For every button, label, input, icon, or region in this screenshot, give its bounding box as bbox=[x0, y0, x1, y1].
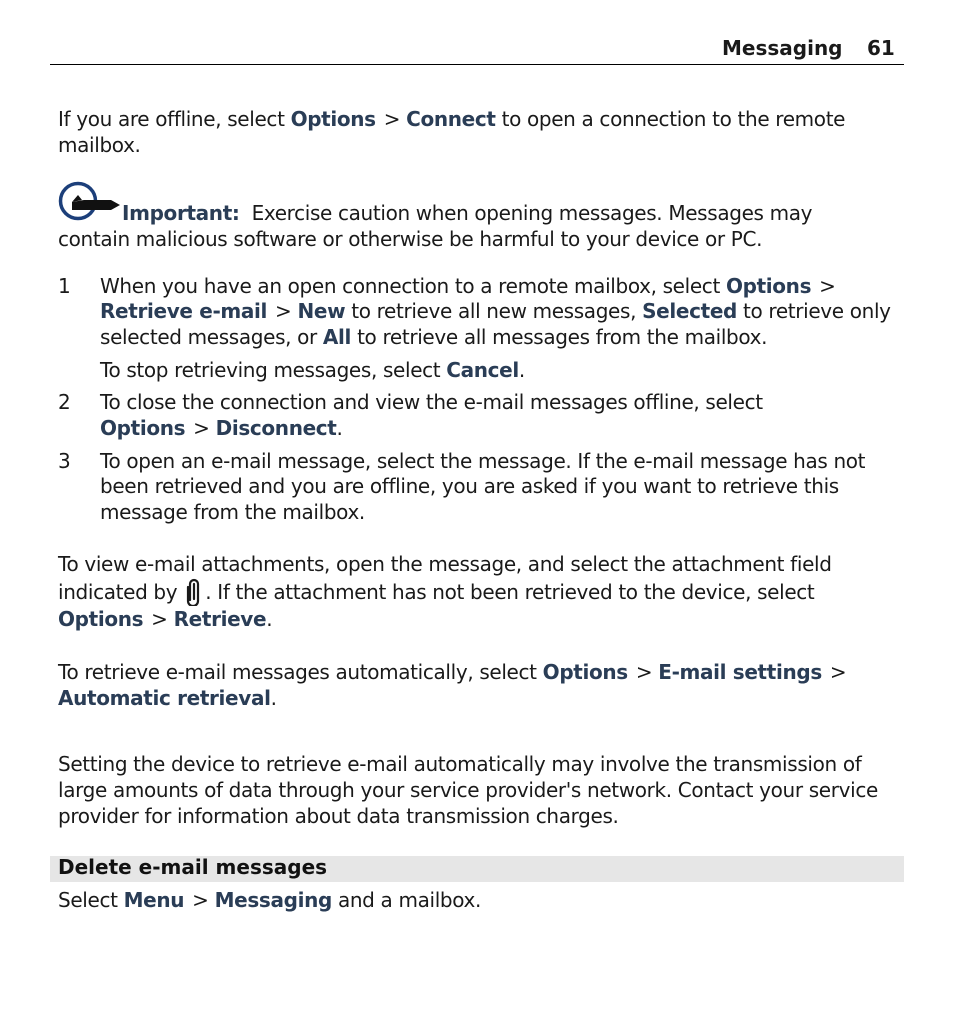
important-line-1: Important: Exercise caution when opening messages. Messages may bbox=[122, 201, 813, 225]
step-1-line-1: When you have an open connection to a remote mailbox, select Options > bbox=[100, 274, 836, 298]
delete-instruction: Select Menu > Messaging and a mailbox. bbox=[58, 888, 482, 912]
step-1-stop-note: To stop retrieving messages, select Cancel. bbox=[100, 358, 525, 382]
paperclip-icon bbox=[184, 578, 204, 606]
menu-term-messaging: Messaging bbox=[214, 888, 332, 912]
menu-term-selected: Selected bbox=[642, 299, 737, 323]
menu-term-connect: Connect bbox=[406, 107, 496, 131]
data-charges-line-1: Setting the device to retrieve e-mail automatically may involve the transmission of bbox=[58, 752, 862, 776]
auto-retrieve-line-2: Automatic retrieval. bbox=[58, 686, 277, 710]
step-number: 1 bbox=[58, 274, 71, 298]
step-2-line-1: To close the connection and view the e-mail messages offline, select bbox=[100, 390, 763, 414]
menu-term-options: Options bbox=[290, 107, 376, 131]
important-line-2: contain malicious software or otherwise be harmful to your device or PC. bbox=[58, 227, 763, 251]
important-label: Important: bbox=[122, 201, 240, 225]
menu-term-options: Options bbox=[725, 274, 812, 298]
data-charges-line-2: large amounts of data through your service provider's network. Contact your service bbox=[58, 778, 878, 802]
step-3-line-3: message from the mailbox. bbox=[100, 500, 365, 524]
menu-term-cancel: Cancel bbox=[446, 358, 519, 382]
menu-term-all: All bbox=[322, 325, 352, 349]
menu-term-options: Options bbox=[542, 660, 628, 684]
header-page-number: 61 bbox=[867, 36, 895, 60]
menu-term-new: New bbox=[297, 299, 346, 323]
menu-term-options: Options bbox=[58, 607, 144, 631]
menu-term-retrieve: Retrieve bbox=[173, 607, 267, 631]
menu-term-options: Options bbox=[100, 416, 186, 440]
header-rule bbox=[50, 64, 904, 65]
step-2-line-2: Options > Disconnect. bbox=[100, 416, 343, 440]
menu-term-automatic-retrieval: Automatic retrieval bbox=[58, 686, 271, 710]
auto-retrieve-line-1: To retrieve e-mail messages automatically, select Options > E-mail settings > bbox=[58, 660, 847, 684]
menu-term-retrieve-email: Retrieve e-mail bbox=[100, 299, 268, 323]
step-1-line-2: Retrieve e-mail > New to retrieve all new messages, Selected to retrieve only bbox=[100, 299, 891, 323]
attachments-line-3: Options > Retrieve. bbox=[58, 607, 273, 631]
section-heading-delete: Delete e-mail messages bbox=[58, 855, 328, 879]
menu-term-menu: Menu bbox=[123, 888, 185, 912]
step-number: 2 bbox=[58, 390, 71, 414]
menu-term-disconnect: Disconnect bbox=[215, 416, 337, 440]
step-number: 3 bbox=[58, 449, 71, 473]
offline-paragraph-line-2: mailbox. bbox=[58, 133, 141, 157]
step-3-line-2: been retrieved and you are offline, you are asked if you want to retrieve this bbox=[100, 474, 839, 498]
attachments-line-2: indicated by . If the attachment has not been retrieved to the device, select bbox=[58, 580, 815, 604]
step-1-line-3: selected messages, or All to retrieve all messages from the mailbox. bbox=[100, 325, 768, 349]
offline-paragraph-line-1: If you are offline, select Options > Connect to open a connection to the remote bbox=[58, 107, 846, 131]
important-icon bbox=[58, 180, 120, 224]
menu-term-email-settings: E-mail settings bbox=[658, 660, 822, 684]
page-header bbox=[0, 36, 954, 66]
data-charges-line-3: provider for information about data transmission charges. bbox=[58, 804, 619, 828]
step-3-line-1: To open an e-mail message, select the message. If the e-mail message has not bbox=[100, 449, 866, 473]
attachments-line-1: To view e-mail attachments, open the message, and select the attachment field bbox=[58, 552, 832, 576]
header-section-title: Messaging bbox=[722, 36, 843, 60]
